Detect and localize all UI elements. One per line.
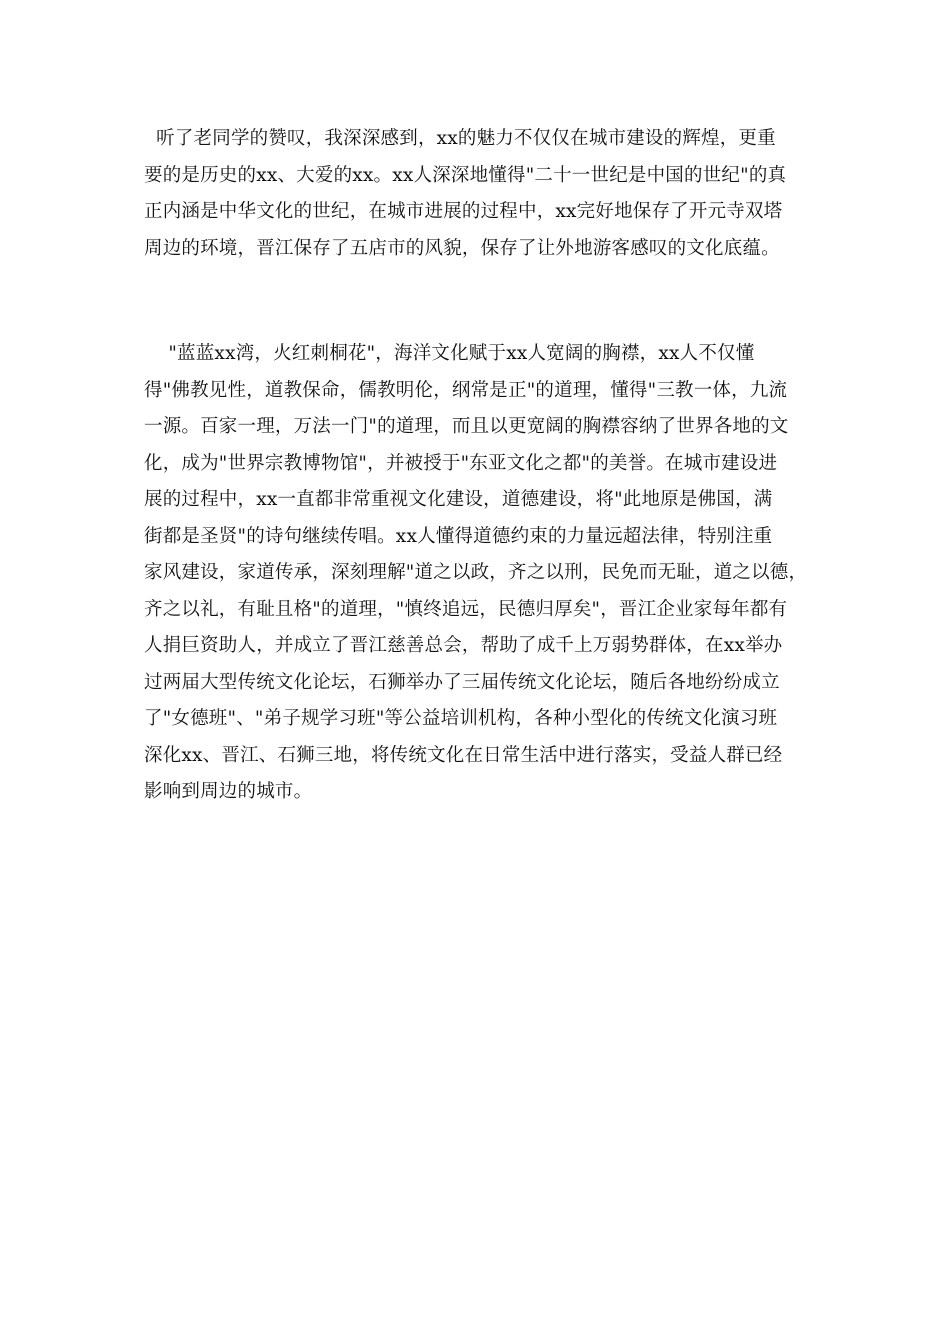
paragraph-2 [144,336,810,811]
paragraph-1 [144,121,810,267]
paragraph-line: 听了老同学的赞叹，我深深感到，xx的魅力不仅仅在城市建设的辉煌，更重 [144,128,776,149]
paragraph-line: 得"佛教见性，道教保命，儒教明伦，纲常是正"的道理，懂得"三教一体，九流 [144,379,788,401]
paragraph-line: 齐之以礼，有耻且格"的道理，"慎终追远，民德归厚矣"，晋江企业家每年都有 [144,598,788,620]
paragraph-line: 街都是圣贤"的诗句继续传唱。xx人懂得道德约束的力量远超法律，特别注重 [144,525,773,547]
paragraph-line: 展的过程中，xx一直都非常重视文化建设，道德建设，将"此地原是佛国，满 [144,489,773,510]
paragraph-line: "蓝蓝xx湾，火红刺桐花"，海洋文化赋于xx人宽阔的胸襟，xx人不仅懂 [144,343,755,364]
paragraph-line: 人捐巨资助人，并成立了晋江慈善总会，帮助了成千上万弱势群体，在xx举办 [144,635,783,656]
paragraph-line: 过两届大型传统文化论坛，石狮举办了三届传统文化论坛，随后各地纷纷成立 [144,671,780,693]
paragraph-line: 一源。百家一理，万法一门"的道理，而且以更宽阔的胸襟容纳了世界各地的文 [144,416,789,437]
paragraph-line: 正内涵是中华文化的世纪，在城市进展的过程中，xx完好地保存了开元寺双塔 [144,201,783,222]
paragraph-line: 深化xx、晋江、石狮三地，将传统文化在日常生活中进行落实，受益人群已经 [144,744,783,766]
paragraph-line: 周边的环境，晋江保存了五店市的风貌，保存了让外地游客感叹的文化底蕴。 [144,237,780,259]
paragraph-line: 影响到周边的城市。 [144,781,313,802]
paragraph-line: 家风建设，家道传承，深刻理解"道之以政，齐之以刑，民免而无耻，道之以德， [144,562,808,583]
paragraph-line: 要的是历史的xx、大爱的xx。xx人深深地懂得"二十一世纪是中国的世纪"的真 [144,164,787,186]
paragraph-line: 化，成为"世界宗教博物馆"，并被授于"东亚文化之都"的美誉。在城市建设进 [144,452,778,474]
paragraph-line: 了"女德班"、"弟子规学习班"等公益培训机构，各种小型化的传统文化演习班 [144,708,778,729]
